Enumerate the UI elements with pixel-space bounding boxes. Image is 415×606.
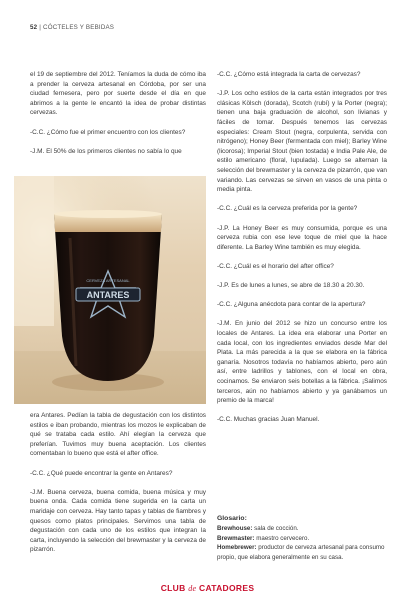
footer-catadores: CATADORES — [199, 583, 255, 593]
paragraph: -C.C. ¿Cuál es el horario del after office? — [217, 262, 334, 270]
paragraph: -J.M. En junio del 2012 se hizo un concurso entre los locales de Antares. La idea era elaborar una Porter en cada local, con los ingredientes enviados desde Mar del Plata. La más parecida a la que se elabora en la fábrica ganaría. Nosotros todavía no habíamos abierto, pero aún así, entre ladrillos y tablones, con el local en obra, cocinamos. Se enviaron seis botellas a la fábrica. ¡Salimos terceros, aún no habíamos abierto y ya ganábamos un premio de la marca! — [217, 320, 387, 405]
paragraph: -C.C. ¿Cómo fue el primer encuentro con los clientes? — [30, 128, 186, 136]
paragraph: -C.C. ¿Cómo está integrada la carta de cervezas? — [217, 71, 361, 78]
beer-glass-illustration — [14, 176, 206, 404]
glossary-term: Brewmaster: — [217, 534, 255, 542]
logo-subtext: CERVEZA ARTESANAL — [86, 278, 130, 283]
right-column — [217, 70, 387, 435]
glossary-definition: maestro cervecero. — [254, 534, 310, 542]
paragraph: -J.P. La Honey Beer es muy consumida, porque es una cerveza rubia con ese leve toque de miel que la hace diferente. La Barley Wine también es muy elegida. — [217, 224, 387, 251]
paragraph: -C.C. ¿Qué puede encontrar la gente en Antares? — [30, 469, 173, 477]
paragraph: era Antares. Pedían la tabla de degustación con los distintos estilos e iban probando, mientras los mozos le explicaban de qué se trataba cada estilo. Ahí elegían la cerveza que preferían. Tuvimos muy buena aceptación. Los clientes comentaban lo bueno que está el after office. — [30, 412, 206, 458]
left-column-bottom — [30, 411, 206, 565]
footer-brand — [0, 583, 415, 593]
glossary-term: Brewhouse: — [217, 525, 253, 533]
left-column-top — [30, 70, 206, 166]
paragraph: -J.P. Es de lunes a lunes, se abre de 18.30 a 20.30. — [217, 282, 365, 290]
paragraph: -C.C. ¿Alguna anécdota para contar de la apertura? — [217, 301, 366, 309]
glossary-definition: sala de cocción. — [252, 525, 299, 533]
glossary-title: Glosario: — [217, 515, 247, 522]
glossary — [217, 514, 387, 562]
paragraph: -C.C. ¿Cuál es la cerveza preferida por la gente? — [217, 205, 358, 213]
paragraph: -C.C. Muchas gracias Juan Manuel. — [217, 416, 320, 424]
footer-club: CLUB — [160, 583, 186, 593]
glossary-item — [217, 534, 387, 543]
beer-glass-photo — [14, 176, 206, 404]
paragraph: el 19 de septiembre del 2012. Teníamos la duda de cómo iba a prender la cerveza artesanal en Córdoba, por ser una ciudad fernesera, pero por suerte desde el día en que abrimos a la gente le encantó la idea de probar distintas cervezas. — [30, 71, 206, 117]
glossary-item — [217, 524, 387, 533]
paragraph: -J.P. Los ocho estilos de la carta están integrados por tres clásicas Kölsch (dorada), Scotch (rubí) y la Porter (negra); tienen una baja graduación de alcohol, son livianas y fáciles de tomar. Después tenemos las cervezas especiales: Cream Stout (negra, corpulenta, servida con nitrógeno); Honey Beer (fermentada con miel); Barley Wine (licorosa); Imperial Stout (bien tostada) e India Pale Ale, de estilo americano (floral, lupulada). Luego se alternan la selección del brewmaster y la cerveza de pizarrón, que van variando. Las cervezas se sirven en vasos de una pinta o media pinta. — [217, 90, 387, 194]
section-name: | CÓCTELES Y BEBIDAS — [39, 24, 115, 31]
glossary-item — [217, 543, 387, 562]
footer-de: de — [188, 584, 197, 593]
page-number: 52 — [30, 24, 38, 31]
glossary-definition: productor de cerveza artesanal para consumo propio, que elabora generalmente en su casa. — [217, 544, 385, 561]
glossary-term: Homebrewer: — [217, 544, 257, 552]
logo-text: ANTARES — [86, 290, 130, 300]
paragraph: -J.M. El 50% de los primeros clientes no sabía lo que — [30, 147, 182, 155]
paragraph: -J.M. Buena cerveza, buena comida, buena música y muy buena onda. Cada comida tiene sugerida en la carta un maridaje con cerveza. Hay tanto tapas y tablas de fiambres y quesos como platos principales. Servimos una tabla de degustación con cada uno de los estilos que integran la carta, incluyendo la selección del brewmaster y la cerveza de pizarrón. — [30, 488, 206, 554]
page-header — [30, 24, 114, 31]
